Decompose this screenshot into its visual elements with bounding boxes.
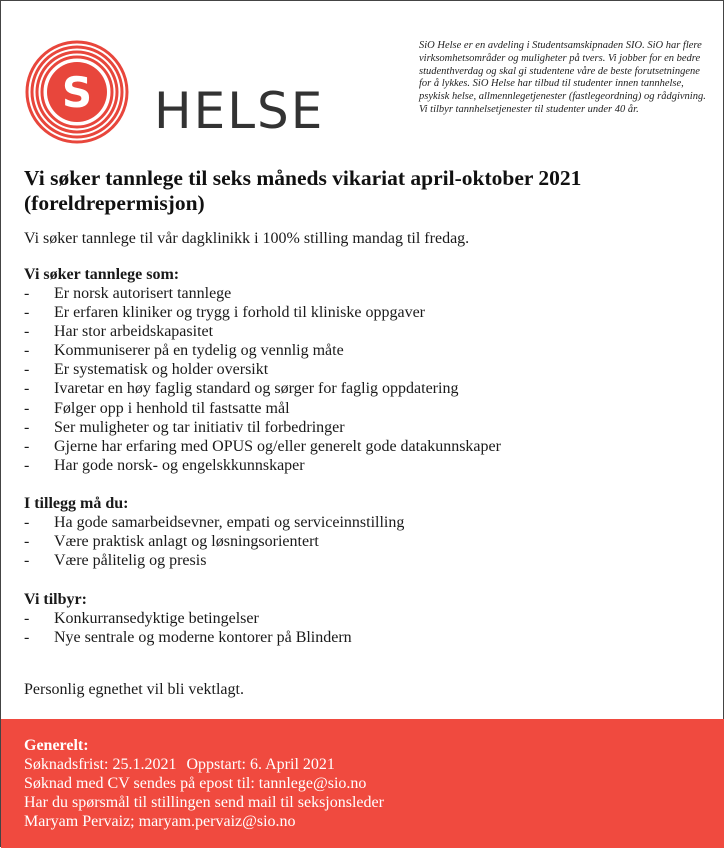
sio-helse-logo — [24, 39, 344, 141]
requirements-list — [24, 284, 501, 475]
logo-letter: S — [61, 68, 93, 117]
contact-line: Maryam Pervaiz; maryam.pervaiz@sio.no — [24, 813, 296, 830]
list-item: - Har stor arbeidskapasitet — [24, 322, 501, 341]
list-item: - Er norsk autorisert tannlege — [24, 284, 501, 303]
footer-title: Generelt: — [24, 737, 89, 754]
section-title: Vi søker tannlege som: — [24, 266, 180, 283]
sio-circle-logo-icon — [24, 39, 130, 145]
list-item: - Ha gode samarbeidsevner, empati og serviceinnstilling — [24, 513, 404, 532]
application-email-line: Søknad med CV sendes på epost til: tannlege@sio.no — [24, 775, 367, 792]
list-item: - Ser muligheter og tar initiativ til forbedringer — [24, 418, 501, 437]
additional-list — [24, 513, 404, 570]
list-item: - Være praktisk anlagt og løsningsorientert — [24, 532, 404, 551]
questions-line: Har du spørsmål til stillingen send mail til seksjonsleder — [24, 794, 384, 811]
list-item: - Ivaretar en høy faglig standard og sørger for faglig oppdatering — [24, 379, 501, 398]
section-title: I tillegg må du: — [24, 495, 129, 512]
list-item: - Har gode norsk- og engelskkunnskaper — [24, 456, 501, 475]
brand-name: HELSE — [154, 82, 325, 140]
list-item: - Er systematisk og holder oversikt — [24, 360, 501, 379]
about-text: SiO Helse er en avdeling i Studentsamskipnaden SIO. SiO har flere virksomhetsområder og muligheter på tvers. Vi jobber for en bedre studenthverdag og skal gi studentene våre de beste forutsetningene for å lykkes. SiO Helse har tilbud til studenter innen tannhelse, psykisk helse, allmennlegetjenester (fastlegeordning) og rådgivning. Vi tilbyr tannhelsetjenester til studenter under 40 år. — [419, 40, 706, 115]
general-info-footer — [1, 719, 724, 848]
offer-list — [24, 609, 352, 647]
list-item: - Være pålitelig og presis — [24, 551, 404, 570]
application-deadline: Søknadsfrist: 25.1.2021 — [24, 756, 177, 773]
list-item: - Gjerne har erfaring med OPUS og/eller generelt gode datakunnskaper — [24, 437, 501, 456]
job-headline: Vi søker tannlege til seks måneds vikariat april-oktober 2021 (foreldrepermisjon) — [24, 166, 582, 215]
start-date: Oppstart: 6. April 2021 — [186, 756, 335, 773]
offer-section — [24, 590, 352, 647]
requirements-section — [24, 265, 501, 475]
list-item: - Er erfaren kliniker og trygg i forhold til kliniske oppgaver — [24, 303, 501, 322]
list-item: - Konkurransedyktige betingelser — [24, 609, 352, 628]
additional-section — [24, 494, 404, 570]
list-item: - Følger opp i henhold til fastsatte mål — [24, 399, 501, 418]
intro-text: Vi søker tannlege til vår dagklinikk i 100% stilling mandag til fredag. — [24, 230, 470, 247]
section-title: Vi tilbyr: — [24, 591, 87, 608]
list-item: - Nye sentrale og moderne kontorer på Blindern — [24, 628, 352, 647]
list-item: - Kommuniserer på en tydelig og vennlig måte — [24, 341, 501, 360]
suitability-note: Personlig egnethet vil bli vektlagt. — [24, 681, 244, 698]
dates-line — [24, 755, 384, 774]
